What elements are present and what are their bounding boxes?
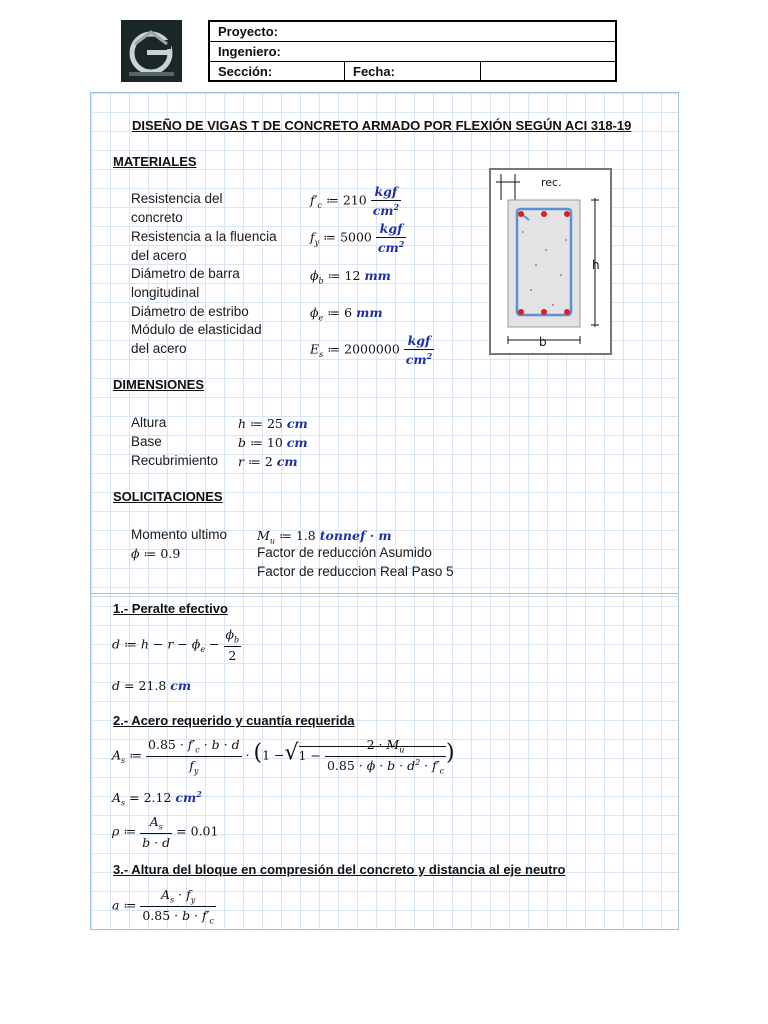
mu-formula: $M_u$ ≔ 1.8 tonnef · m bbox=[257, 528, 392, 546]
momento-label: Momento ultimo bbox=[131, 527, 228, 542]
header-row-seccion bbox=[210, 62, 615, 81]
d-result: d = 21.8 cm bbox=[112, 678, 192, 693]
step1-title: 1.- Peralte efectivo bbox=[113, 601, 228, 616]
beam-section-figure bbox=[489, 168, 612, 355]
region-divider bbox=[90, 593, 679, 594]
phi-description: Factor de reducción Asumido bbox=[257, 545, 432, 560]
header-divider bbox=[344, 62, 345, 81]
h-formula: h ≔ 25 cm bbox=[238, 416, 308, 431]
section-title-solicitaciones: SOLICITACIONES bbox=[113, 489, 223, 504]
de-formula: $\phi_e$ ≔ 6 mm bbox=[310, 305, 383, 323]
phi-formula: ϕ ≔ 0.9 bbox=[131, 546, 181, 561]
b-formula: b ≔ 10 cm bbox=[238, 435, 308, 450]
fc-formula: $f'_c$ ≔ 210 $\frac{\text{kgf}}{cm^2}$ bbox=[310, 184, 400, 219]
fy-formula: $f_y$ ≔ 5000 $\frac{\text{kgf}}{cm^2}$ bbox=[310, 221, 405, 256]
recubrimiento-label: Recubrimiento bbox=[131, 453, 219, 468]
phi-real-description: Factor de reduccion Real Paso 5 bbox=[257, 564, 454, 579]
r-formula: r ≔ 2 cm bbox=[238, 454, 298, 469]
base-label: Base bbox=[131, 434, 162, 449]
a-formula: a ≔ $\frac{A_s \cdot f_y}{0.85 \cdot b \cdot f'_c}$ bbox=[112, 887, 214, 925]
fecha-label: Fecha: bbox=[353, 64, 395, 79]
es-label: Módulo de elasticidad del acero bbox=[131, 322, 262, 356]
d-formula: d ≔ $h - r - \phi_e$ − $\frac{\phi_b}{2}$ bbox=[112, 627, 240, 663]
step2-title: 2.- Acero requerido y cuantía requerida bbox=[113, 713, 355, 728]
fy-label: Resistencia a la fluencia del acero bbox=[131, 229, 277, 263]
section-title-dimensiones: DIMENSIONES bbox=[113, 377, 205, 392]
step3-title: 3.- Altura del bloque en compresión del concreto y distancia al eje neutro bbox=[113, 862, 566, 877]
es-formula: $E_s$ ≔ 2000000 $\frac{\text{kgf}}{cm^2}$ bbox=[310, 333, 433, 368]
altura-label: Altura bbox=[131, 415, 167, 430]
h-label: h bbox=[592, 258, 600, 272]
section-title-materiales: MATERIALES bbox=[113, 154, 197, 169]
header-row-proyecto bbox=[210, 22, 615, 42]
de-label: Diámetro de estribo bbox=[131, 304, 249, 319]
as-result: $A_s = 2.12$ $cm^2$ bbox=[112, 789, 202, 808]
b-label: b bbox=[539, 335, 547, 349]
header-divider bbox=[480, 62, 481, 81]
document-title: DISEÑO DE VIGAS T DE CONCRETO ARMADO POR FLEXIÓN SEGÚN ACI 318-19 bbox=[132, 118, 632, 133]
header-row-ingeniero bbox=[210, 42, 615, 62]
seccion-label: Sección: bbox=[218, 64, 273, 79]
ingeniero-label: Ingeniero: bbox=[218, 44, 281, 59]
db-label: Diámetro de barra longitudinal bbox=[131, 266, 240, 300]
rec-label: rec. bbox=[541, 176, 562, 189]
db-formula: $\phi_b$ ≔ 12 mm bbox=[310, 268, 391, 286]
proyecto-label: Proyecto: bbox=[218, 24, 278, 39]
rho-formula: ρ ≔ $\frac{A_s}{b \cdot d}$ = 0.01 bbox=[112, 814, 219, 850]
region-divider bbox=[90, 596, 679, 597]
company-logo bbox=[121, 20, 182, 82]
fc-label: Resistencia del concreto bbox=[131, 191, 223, 225]
header-table bbox=[208, 20, 617, 82]
as-formula: $A_s$ ≔ $\frac{0.85 \cdot f'_c \cdot b \cdot d}{f_y}$ · (1 −√1 − $\frac{2 \cdot M_u}{0.85 \cdot \phi \cdot b \cdot d^2 \cdot f'_c}$ ) bbox=[112, 737, 455, 776]
